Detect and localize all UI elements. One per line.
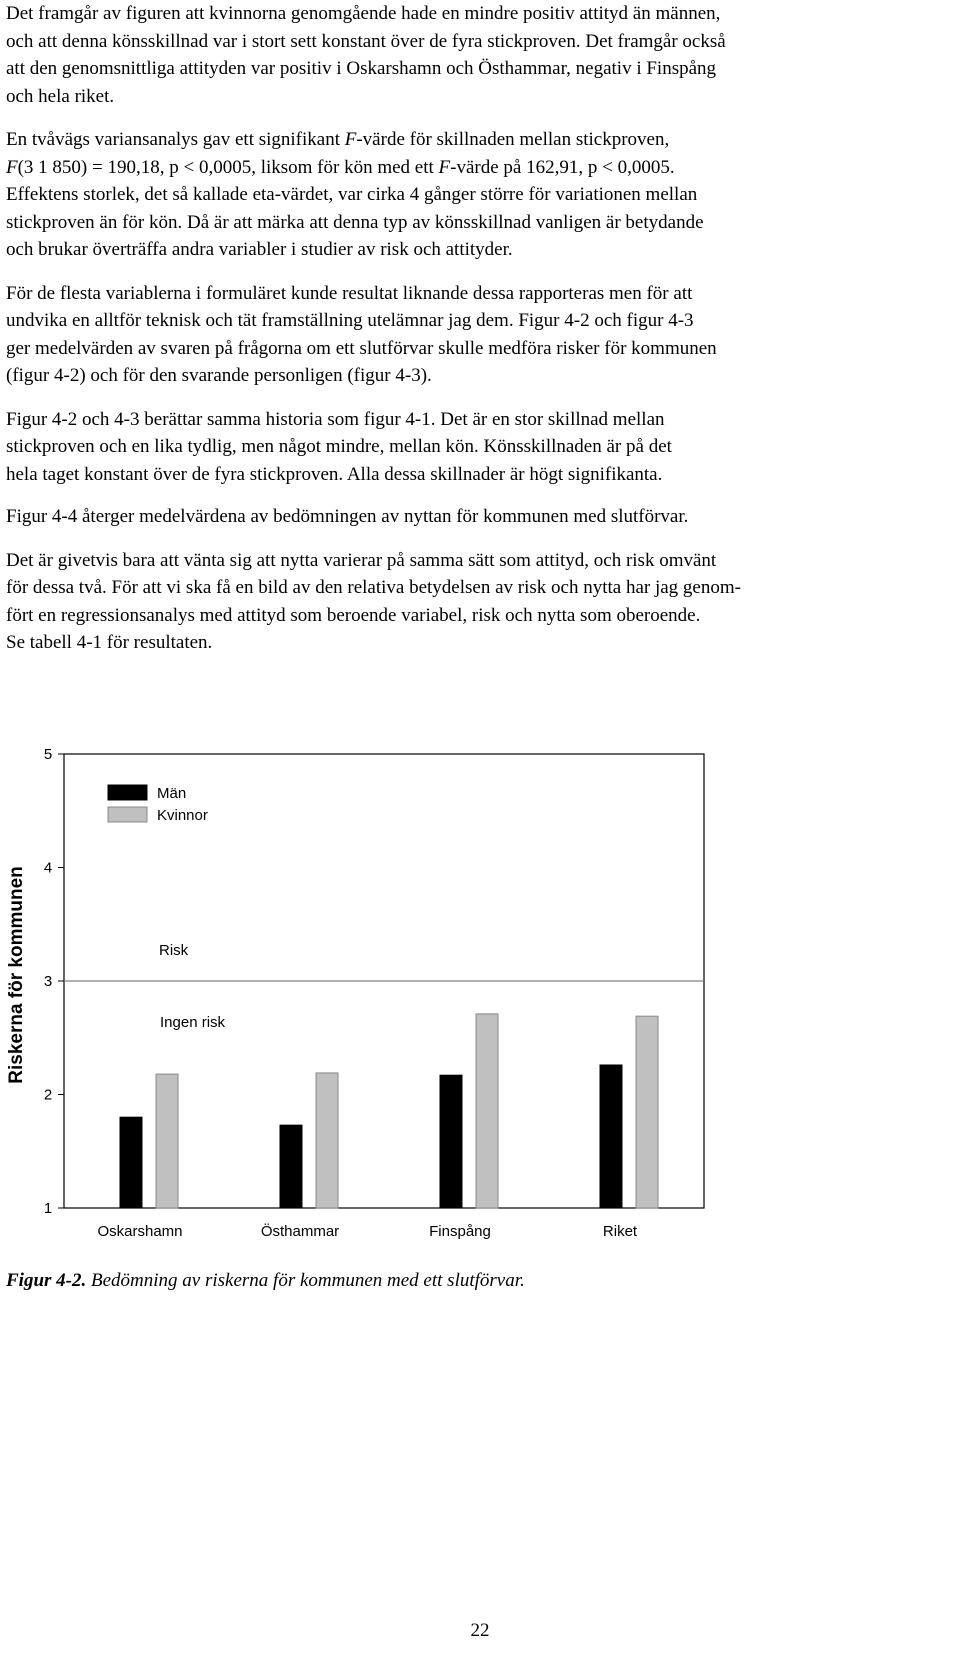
legend-label-women: Kvinnor (157, 807, 208, 824)
figure-4-2 (0, 730, 960, 1250)
x-tick-label: Östhammar (260, 1223, 340, 1240)
legend-label-man: Män (157, 785, 187, 802)
y-ticks (44, 746, 64, 1217)
bar-women (156, 1074, 178, 1208)
y-tick-label: 4 (43, 859, 53, 877)
bars (120, 1014, 658, 1208)
reference-label-above: Risk (159, 942, 189, 959)
bar-man (440, 1075, 462, 1208)
text-line: och hela riket. (6, 85, 115, 107)
text-line: och att denna könsskillnad var i stort sett konstant över de fyra stickproven. Det framgår också (6, 30, 726, 52)
text-line: och brukar överträffa andra variabler i studier av risk och attityder. (6, 239, 513, 260)
text-line: F(3 1 850) = 190,18, p < 0,0005, liksom för kön med ett F-värde på 162,91, p < 0,0005. (6, 156, 675, 178)
caption-text: Bedömning av riskerna för kommunen med ett slutförvar. (86, 1270, 525, 1291)
y-tick-label: 1 (43, 1200, 53, 1217)
bar-women (476, 1014, 498, 1208)
x-tick-labels (97, 1222, 637, 1240)
paragraph (6, 406, 946, 489)
bar-man (120, 1117, 142, 1208)
text-line: undvika en alltför teknisk och tät framställning utelämnar jag dem. Figur 4-2 och figur 4-3 (6, 310, 694, 331)
bar-women (316, 1073, 338, 1208)
y-axis-label: Riskerna för kommunen (6, 866, 27, 1084)
y-tick-label: 5 (43, 746, 53, 763)
paragraph (6, 0, 946, 110)
bar-women (636, 1016, 658, 1208)
text-line: Det framgår av figuren att kvinnorna genomgående hade en mindre positiv attityd än männen, (6, 3, 721, 24)
paragraph (6, 126, 946, 264)
text-line: fört en regressionsanalys med attityd som beroende variabel, risk och nytta som oberoende. (6, 604, 701, 626)
text-line: Det är givetvis bara att vänta sig att nytta varierar på samma sätt som attityd, och risk omvänt (6, 549, 717, 571)
figure-caption (6, 1270, 525, 1292)
text-line: ger medelvärden av svaren på frågorna om ett slutförvar skulle medföra risker för kommunen (6, 337, 717, 359)
page-number: 22 (470, 1620, 490, 1641)
paragraph (6, 503, 946, 531)
f-symbol: F (6, 156, 18, 178)
body-text (6, 0, 946, 669)
text-line: För de flesta variablerna i formuläret kunde resultat liknande dessa rapporteras men för att (6, 282, 693, 304)
text-line: (figur 4-2) och för den svarande personligen (figur 4-3). (6, 365, 432, 386)
legend (108, 785, 208, 824)
x-tick-label: Riket (602, 1223, 638, 1240)
text-line: för dessa två. För att vi ska få en bild av den relativa betydelsen av risk och nytta har jag genom- (6, 577, 741, 598)
paragraph (6, 547, 946, 657)
text-line: stickproven än för kön. Då är att märka att denna typ av könsskillnad vanligen är betydande (6, 211, 704, 233)
reference-label-below: Ingen risk (160, 1014, 226, 1031)
caption-label: Figur 4-2. (6, 1270, 87, 1291)
text-line: En tvåvägs variansanalys gav ett signifikant F-värde för skillnaden mellan stickproven, (6, 129, 670, 150)
text-line: att den genomsnittliga attityden var positiv i Oskarshamn och Östhammar, negativ i Finspång (6, 58, 717, 79)
paragraph (6, 280, 946, 390)
bar-man (280, 1125, 302, 1208)
text-line: hela taget konstant över de fyra stickproven. Alla dessa skillnader är högt signifikanta. (6, 463, 663, 485)
f-symbol: F (438, 156, 451, 178)
legend-swatch-women (108, 807, 147, 822)
legend-swatch-man (108, 785, 147, 800)
y-tick-label: 2 (43, 1086, 53, 1104)
f-symbol: F (344, 129, 357, 150)
text-line: Se tabell 4-1 för resultaten. (6, 632, 213, 653)
bar-man (600, 1065, 622, 1208)
text-line: Figur 4-2 och 4-3 berättar samma historia som figur 4-1. Det är en stor skillnad mellan (6, 408, 665, 430)
text-line: Effektens storlek, det så kallade eta-värdet, var cirka 4 gånger större för variationen mellan (6, 184, 698, 205)
text-line: Figur 4-4 återger medelvärdena av bedömningen av nyttan för kommunen med slutförvar. (6, 506, 689, 527)
text-line: stickproven och en lika tydlig, men något mindre, mellan kön. Könsskillnaden är på det (6, 436, 672, 457)
x-tick-label: Oskarshamn (97, 1223, 183, 1240)
bar-chart (0, 730, 960, 1250)
x-tick-label: Finspång (429, 1223, 491, 1240)
y-tick-label: 3 (43, 973, 53, 990)
